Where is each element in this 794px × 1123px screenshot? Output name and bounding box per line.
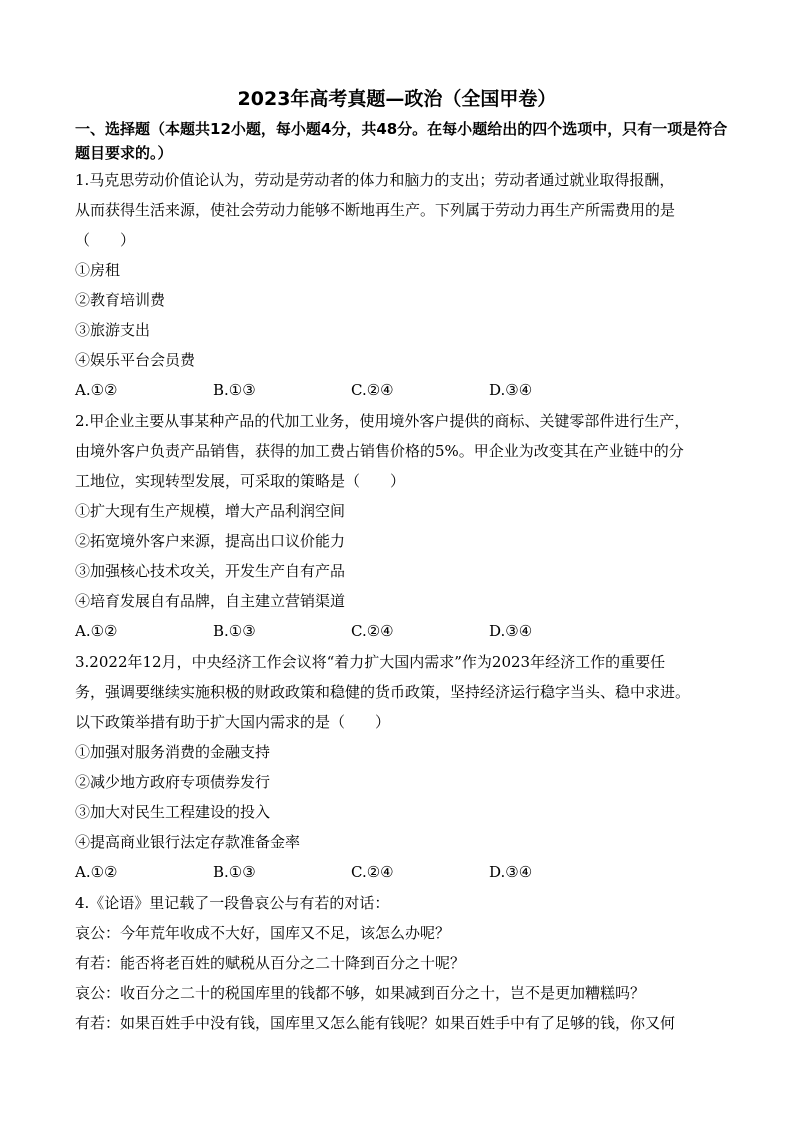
- statement-item: ③加大对民生工程建设的投入: [75, 803, 271, 821]
- answer-options: [75, 375, 735, 405]
- question-stem-line: 4.《论语》里记载了一段鲁哀公与有若的对话：: [75, 894, 390, 912]
- question-3: [75, 647, 735, 887]
- dialogue-line: 有若：能否将老百姓的赋税从百分之二十降到百分之十呢？: [75, 954, 466, 972]
- option-a: A.①②: [75, 381, 118, 399]
- answer-options: [75, 616, 735, 646]
- option-b: B.①③: [213, 381, 256, 399]
- option-a: A.①②: [75, 622, 118, 640]
- question-4: [75, 888, 735, 1038]
- option-c: C.②④: [351, 863, 394, 881]
- dialogue-line: 哀公：今年荒年收成不大好，国库又不足，该怎么办呢？: [75, 924, 451, 942]
- statement-item: ④娱乐平台会员费: [75, 351, 196, 369]
- question-2: [75, 406, 735, 646]
- option-b: B.①③: [213, 622, 256, 640]
- option-d: D.③④: [489, 863, 533, 881]
- section-header: 一、选择题（本题共12小题，每小题4分，共48分。在每小题给出的四个选项中，只有一项是符合题目要求的。）: [75, 120, 728, 162]
- question-stem-line: 工地位，实现转型发展，可采取的策略是（ ）: [75, 472, 406, 490]
- page-title: 2023年高考真题—政治（全国甲卷）: [237, 88, 557, 110]
- option-a: A.①②: [75, 863, 118, 881]
- statement-item: ②教育培训费: [75, 291, 166, 309]
- question-stem-line: 1.马克思劳动价值论认为，劳动是劳动者的体力和脑力的支出；劳动者通过就业取得报酬，: [75, 171, 675, 189]
- statement-item: ②拓宽境外客户来源，提高出口议价能力: [75, 532, 346, 550]
- question-stem-line: 从而获得生活来源，使社会劳动力能够不断地再生产。下列属于劳动力再生产所需费用的是: [75, 201, 676, 219]
- option-c: C.②④: [351, 381, 394, 399]
- question-1: [75, 165, 735, 405]
- question-stem-line: 务，强调要继续实施积极的财政政策和稳健的货币政策，坚持经济运行稳字当头、稳中求进。: [75, 683, 691, 701]
- statement-item: ①房租: [75, 261, 121, 279]
- statement-item: ①扩大现有生产规模，增大产品利润空间: [75, 502, 346, 520]
- statement-item: ③旅游支出: [75, 321, 151, 339]
- statement-item: ④提高商业银行法定存款准备金率: [75, 833, 301, 851]
- option-d: D.③④: [489, 622, 533, 640]
- dialogue-line: 有若：如果百姓手中没有钱，国库里又怎么能有钱呢？如果百姓手中有了足够的钱，你又何: [75, 1014, 676, 1032]
- option-c: C.②④: [351, 622, 394, 640]
- statement-item: ④培育发展自有品牌，自主建立营销渠道: [75, 592, 346, 610]
- option-d: D.③④: [489, 381, 533, 399]
- dialogue-line: 哀公：收百分之二十的税国库里的钱都不够，如果减到百分之十，岂不是更加糟糕吗？: [75, 984, 646, 1002]
- option-b: B.①③: [213, 863, 256, 881]
- question-stem-line: 以下政策举措有助于扩大国内需求的是（ ）: [75, 713, 391, 731]
- statement-item: ①加强对服务消费的金融支持: [75, 743, 271, 761]
- statement-item: ②减少地方政府专项债券发行: [75, 773, 271, 791]
- question-stem-line: 由境外客户负责产品销售，获得的加工费占销售价格的5%。甲企业为改变其在产业链中的分: [75, 442, 684, 460]
- statement-item: ③加强核心技术攻关，开发生产自有产品: [75, 562, 346, 580]
- question-stem-line: （ ）: [75, 231, 136, 249]
- question-stem-line: 2.甲企业主要从事某种产品的代加工业务，使用境外客户提供的商标、关键零部件进行生产，: [75, 412, 690, 430]
- answer-options: [75, 857, 735, 887]
- question-stem-line: 3.2022年12月，中央经济工作会议将“着力扩大国内需求”作为2023年经济工作的重要任: [75, 653, 666, 671]
